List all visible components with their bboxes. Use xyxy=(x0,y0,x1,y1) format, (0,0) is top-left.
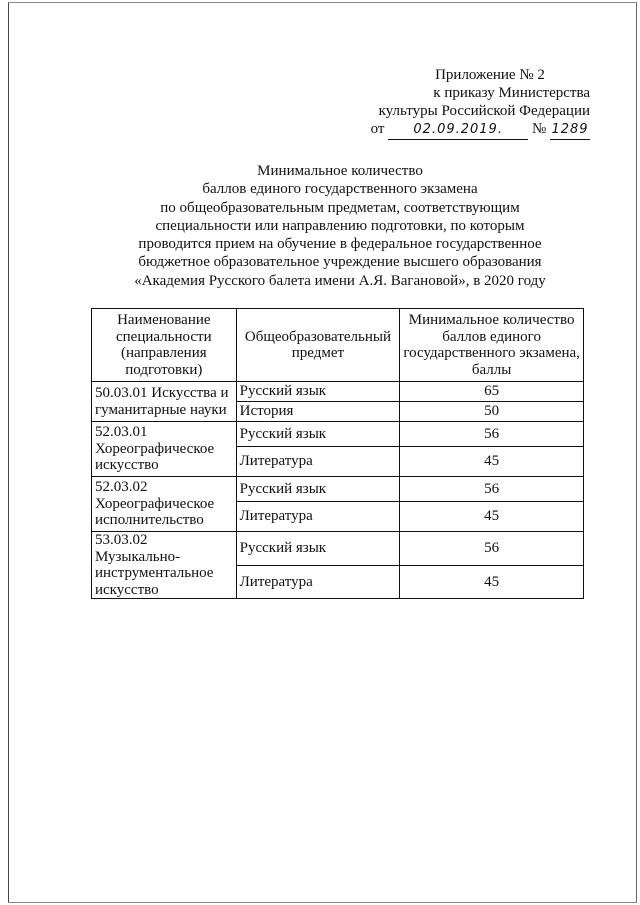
appendix-order-ref: к приказу Министерства xyxy=(433,85,590,101)
subject-cell: Русский язык xyxy=(236,477,400,502)
scan-border-top xyxy=(8,2,637,3)
header-specialty: Наименование специальности (направления подготовки) xyxy=(92,309,237,382)
scores-table xyxy=(91,308,584,599)
score-cell: 50 xyxy=(400,402,584,422)
score-cell: 65 xyxy=(400,382,584,402)
subject-cell: Русский язык xyxy=(236,422,400,447)
specialty-cell: 52.03.01 Хореографическое искусство xyxy=(92,422,237,477)
score-cell: 56 xyxy=(400,532,584,566)
subject-cell: Литература xyxy=(236,447,400,477)
score-cell: 45 xyxy=(400,565,584,599)
appendix-number: Приложение № 2 xyxy=(435,67,545,83)
subject-cell: Литература xyxy=(236,502,400,532)
specialty-cell: 52.03.02 Хореографическое исполнительство xyxy=(92,477,237,532)
handwritten-number: 1289 xyxy=(550,121,590,140)
appendix-header xyxy=(371,66,590,140)
header-subject: Общеобразовательный предмет xyxy=(236,309,400,382)
order-date-line xyxy=(371,120,590,140)
handwritten-date: 02.09.2019. xyxy=(388,121,528,140)
specialty-cell: 53.03.02 Музыкально-инструментальное искусство xyxy=(92,532,237,599)
table-row xyxy=(92,532,584,566)
subject-cell: Русский язык xyxy=(236,382,400,402)
subject-cell: Русский язык xyxy=(236,532,400,566)
title-line: специальности или направлению подготовки, по которым xyxy=(155,217,525,234)
score-cell: 56 xyxy=(400,422,584,447)
document-title xyxy=(100,162,580,290)
subject-cell: История xyxy=(236,402,400,422)
number-label: № xyxy=(531,121,547,137)
title-line: баллов единого государственного экзамена xyxy=(202,181,478,198)
title-line: бюджетное образовательное учреждение высшего образования xyxy=(138,254,542,271)
scan-border-bottom xyxy=(8,902,637,903)
scan-border-left xyxy=(8,2,9,903)
appendix-ministry: культуры Российской Федерации xyxy=(378,103,590,119)
score-cell: 45 xyxy=(400,502,584,532)
score-cell: 45 xyxy=(400,447,584,477)
title-line: по общеобразовательным предметам, соответствующим xyxy=(160,199,520,216)
title-line: Минимальное количество xyxy=(257,163,423,179)
table-row xyxy=(92,477,584,502)
header-score: Минимальное количество баллов единого государственного экзамена, баллы xyxy=(400,309,584,382)
table-row xyxy=(92,422,584,447)
table-header-row xyxy=(92,309,584,382)
subject-cell: Литература xyxy=(236,565,400,599)
table-row xyxy=(92,382,584,402)
specialty-cell: 50.03.01 Искусства и гуманитарные науки xyxy=(92,382,237,422)
scan-border-right xyxy=(636,2,637,903)
title-line: «Академия Русского балета имени А.Я. Вагановой», в 2020 году xyxy=(134,272,546,289)
score-cell: 56 xyxy=(400,477,584,502)
from-label: от xyxy=(370,121,385,137)
title-line: проводится прием на обучение в федеральное государственное xyxy=(138,236,542,253)
